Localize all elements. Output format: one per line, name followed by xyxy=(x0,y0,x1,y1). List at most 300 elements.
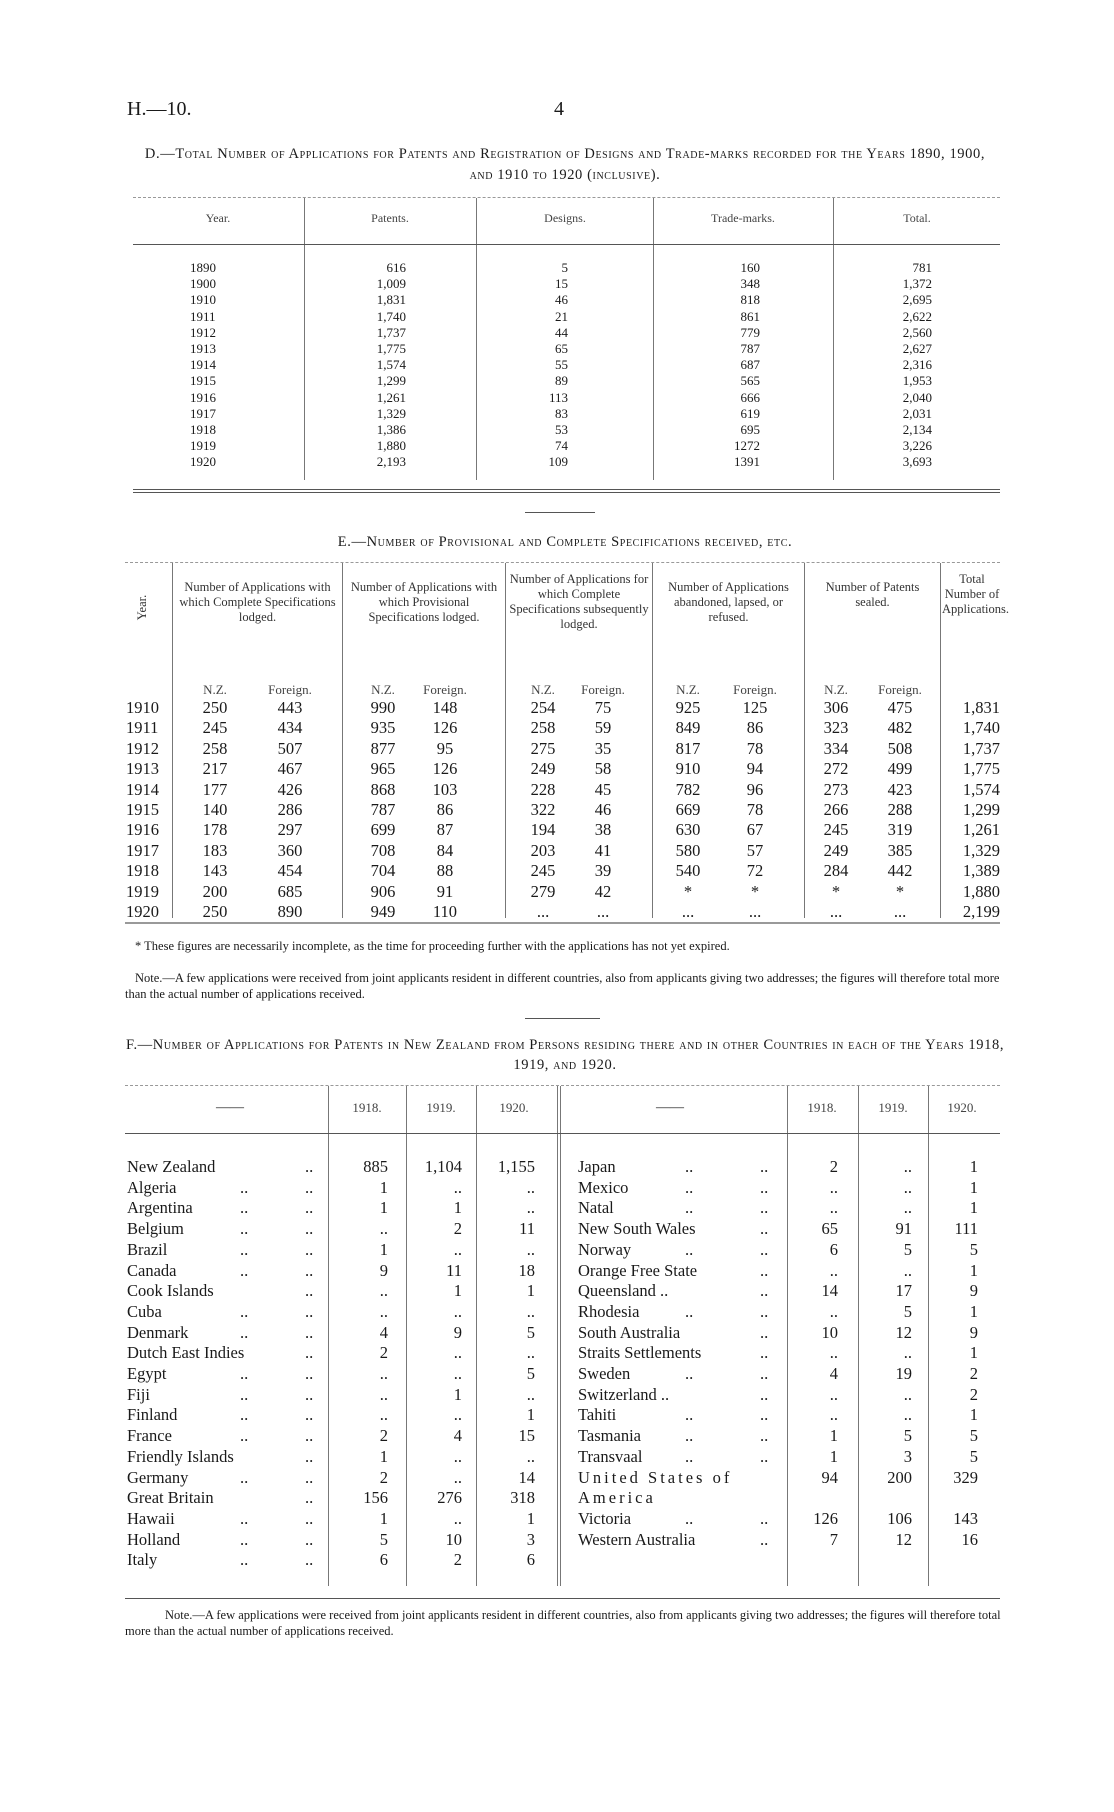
table-cell: 423 xyxy=(887,779,913,799)
row-year: 1910 xyxy=(126,698,159,717)
table-cell: 203 xyxy=(530,840,556,860)
table-cell: 72 xyxy=(746,861,764,881)
country-name: Argentina xyxy=(127,1198,193,1218)
leader-dots: .. xyxy=(760,1219,769,1239)
table-cell: 1,009 xyxy=(376,276,406,292)
table-cell: 272 xyxy=(823,759,849,779)
table-cell: 482 xyxy=(887,718,913,738)
table-cell: 10 xyxy=(821,1322,838,1342)
row-year: 1917 xyxy=(126,840,159,860)
table-cell: 360 xyxy=(277,840,303,860)
table-f-title: F.—Number of Applications for Patents in New Zealand from Persons residing there and in other Countries in each of the Years 1918, 1919, and 1920. xyxy=(125,1037,1005,1073)
table-cell: 67 xyxy=(746,820,764,840)
leader-dots: .. xyxy=(685,1426,694,1446)
table-cell: 1 xyxy=(969,1177,978,1197)
table-cell: 454 xyxy=(277,861,303,881)
table-cell: 217 xyxy=(202,759,228,779)
column-header: Total. xyxy=(903,211,931,225)
leader-dots: .. xyxy=(305,1467,314,1487)
table-cell: 258 xyxy=(530,718,556,738)
sub-header: N.Z. xyxy=(531,682,555,697)
row-year: 1913 xyxy=(126,759,159,779)
table-cell: 91 xyxy=(436,881,454,901)
table-cell: 35 xyxy=(594,738,612,758)
year-header: 1920. xyxy=(947,1100,977,1115)
sub-header: Foreign. xyxy=(423,682,467,697)
table-cell: 279 xyxy=(530,881,556,901)
leader-dots: .. xyxy=(760,1446,769,1466)
row-year: 1912 xyxy=(190,324,216,340)
table-cell: 103 xyxy=(432,779,458,799)
table-cell: 125 xyxy=(742,698,768,717)
table-cell: 475 xyxy=(887,698,913,717)
group-header: Number of Applications with which Provisional Specifications lodged. xyxy=(350,580,498,624)
table-cell: 19 xyxy=(895,1364,912,1383)
table-cell: 78 xyxy=(746,738,764,758)
leader-dots: .. xyxy=(305,1508,314,1528)
table-cell: 965 xyxy=(370,759,396,779)
table-cell: 156 xyxy=(363,1488,388,1508)
row-total: 1,775 xyxy=(962,759,1000,779)
country-name: New Zealand xyxy=(127,1157,216,1176)
table-cell: 143 xyxy=(953,1508,978,1528)
table-cell: 1,953 xyxy=(902,373,932,389)
table-cell: .. xyxy=(903,1384,912,1404)
row-year: 1919 xyxy=(126,881,159,901)
leader-dots: .. xyxy=(305,1301,314,1321)
table-cell: 111 xyxy=(954,1219,978,1239)
table-cell: 5 xyxy=(903,1426,912,1446)
table-cell: 1,737 xyxy=(376,324,406,340)
country-name: Cook Islands xyxy=(127,1281,214,1301)
table-cell: .. xyxy=(903,1198,912,1218)
country-name: Tahiti xyxy=(578,1405,617,1425)
table-cell: 6 xyxy=(526,1550,535,1570)
table-cell: 1,775 xyxy=(376,341,406,356)
table-cell: .. xyxy=(453,1508,462,1528)
table-cell: 890 xyxy=(277,902,303,921)
table-cell: 708 xyxy=(370,840,396,860)
table-f-note: Note.—A few applications were received from joint applicants resident in different countries, also from applicants giving two addresses; the figures will therefore total more than the actual number of applications received. xyxy=(125,1608,1001,1638)
table-cell: 1 xyxy=(453,1384,462,1404)
table-cell: 194 xyxy=(530,820,556,840)
table-cell: 925 xyxy=(675,698,701,717)
leader-dots: .. xyxy=(760,1198,769,1218)
sub-header: N.Z. xyxy=(824,682,848,697)
table-cell: 113 xyxy=(548,389,568,405)
row-total: 2,199 xyxy=(962,902,1000,921)
table-cell: 2 xyxy=(453,1219,462,1239)
year-header: Year. xyxy=(135,594,150,621)
table-d-bottom-rule-2 xyxy=(133,492,1000,493)
country-header-left: —— xyxy=(216,1100,244,1115)
table-cell: 75 xyxy=(594,698,612,717)
table-cell: 5 xyxy=(969,1446,978,1466)
total-header: Total Number of Applications. xyxy=(942,572,1010,616)
year-header: 1918. xyxy=(352,1100,382,1115)
leader-dots: .. xyxy=(240,1322,249,1342)
table-cell: 443 xyxy=(277,698,303,717)
table-cell: 434 xyxy=(277,718,303,738)
table-d-header-rule xyxy=(133,244,1000,245)
table-cell: 178 xyxy=(202,820,228,840)
table-cell: 507 xyxy=(277,738,303,758)
leader-dots: .. xyxy=(305,1343,314,1363)
row-year: 1900 xyxy=(190,276,216,292)
leader-dots: .. xyxy=(685,1446,694,1466)
table-cell: 630 xyxy=(675,820,701,840)
table-cell: 12 xyxy=(895,1322,912,1342)
country-name: Victoria xyxy=(578,1508,632,1528)
leader-dots: .. xyxy=(760,1343,769,1363)
country-name: Sweden xyxy=(578,1364,631,1383)
table-cell: 2 xyxy=(379,1467,388,1487)
table-cell: 46 xyxy=(594,800,612,819)
table-cell: 41 xyxy=(594,840,612,860)
table-cell: 2,031 xyxy=(902,405,932,421)
table-cell: .. xyxy=(453,1446,462,1466)
row-year: 1916 xyxy=(190,389,216,405)
leader-dots: .. xyxy=(240,1426,249,1446)
table-cell: 2,622 xyxy=(902,308,932,324)
leader-dots: .. xyxy=(240,1508,249,1528)
table-cell: 126 xyxy=(432,759,458,779)
leader-dots: .. xyxy=(760,1384,769,1404)
table-cell: .. xyxy=(526,1343,535,1363)
table-cell: 266 xyxy=(823,800,849,819)
table-cell: 126 xyxy=(813,1508,838,1528)
table-cell: 499 xyxy=(887,759,913,779)
table-cell: 297 xyxy=(277,820,303,840)
row-year: 1915 xyxy=(190,373,216,389)
table-cell: 7 xyxy=(829,1529,838,1549)
table-cell: 6 xyxy=(379,1550,388,1570)
table-cell: 4 xyxy=(379,1322,388,1342)
table-cell: * xyxy=(895,881,905,901)
table-cell: 249 xyxy=(823,840,849,860)
table-cell: .. xyxy=(379,1301,388,1321)
table-cell: .. xyxy=(526,1384,535,1404)
country-name: New South Wales xyxy=(578,1219,696,1239)
leader-dots: .. xyxy=(685,1364,694,1383)
leader-dots: .. xyxy=(305,1446,314,1466)
table-cell: 42 xyxy=(594,881,612,901)
column-separator xyxy=(304,198,305,480)
table-cell: 2 xyxy=(379,1343,388,1363)
country-name: Straits Settlements xyxy=(578,1343,702,1363)
leader-dots: .. xyxy=(305,1426,314,1446)
table-cell: 18 xyxy=(518,1260,535,1280)
row-year: 1913 xyxy=(190,341,216,356)
table-cell: .. xyxy=(526,1301,535,1321)
table-cell: 284 xyxy=(823,861,849,881)
country-name: Holland xyxy=(127,1529,181,1549)
table-cell: 2,627 xyxy=(902,341,932,356)
table-cell: 96 xyxy=(746,779,764,799)
table-cell: 2 xyxy=(969,1364,978,1383)
table-cell: 177 xyxy=(202,779,228,799)
country-name: Switzerland .. xyxy=(578,1384,670,1404)
table-cell: .. xyxy=(453,1177,462,1197)
table-cell: 666 xyxy=(740,389,760,405)
table-cell: .. xyxy=(829,1384,838,1404)
table-cell: .. xyxy=(526,1198,535,1218)
table-cell: 5 xyxy=(379,1529,388,1549)
table-cell: 817 xyxy=(675,738,701,758)
table-cell: 143 xyxy=(202,861,228,881)
table-cell: 1 xyxy=(969,1157,978,1176)
table-cell: 1 xyxy=(829,1426,838,1446)
country-name: Queensland .. xyxy=(578,1281,669,1301)
table-d-title: D.—Total Number of Applications for Patents and Registration of Designs and Trade-marks recorded for the Years 1890, 1900, and 1910 to 1920 (inclusive). xyxy=(144,146,986,183)
table-cell: 9 xyxy=(379,1260,388,1280)
column-header: Trade-marks. xyxy=(711,211,775,225)
table-cell: 2,695 xyxy=(902,292,932,308)
group-header: Number of Applications for which Complete Specifications subsequently lodged. xyxy=(509,572,649,631)
table-cell: 385 xyxy=(887,840,913,860)
table-cell: 86 xyxy=(746,718,764,738)
country-name: Germany xyxy=(127,1467,189,1487)
table-cell: 1 xyxy=(969,1260,978,1280)
leader-dots: .. xyxy=(760,1508,769,1528)
leader-dots: .. xyxy=(305,1157,314,1176)
leader-dots: .. xyxy=(685,1157,694,1176)
table-cell: 5 xyxy=(526,1364,535,1383)
column-separator xyxy=(172,563,173,918)
table-cell: 322 xyxy=(530,800,556,819)
leader-dots: .. xyxy=(760,1177,769,1197)
table-f-header-rule xyxy=(125,1133,1000,1134)
table-cell: 2 xyxy=(453,1550,462,1570)
table-cell: .. xyxy=(379,1405,388,1425)
table-cell: 319 xyxy=(887,820,913,840)
table-cell: .. xyxy=(453,1239,462,1259)
table-cell: 9 xyxy=(969,1322,978,1342)
table-cell: 258 xyxy=(202,738,228,758)
country-name: Canada xyxy=(127,1260,177,1280)
row-year: 1890 xyxy=(190,260,216,275)
table-cell: 46 xyxy=(555,292,568,308)
table-cell: 2,316 xyxy=(902,357,932,373)
report-code: H.—10. xyxy=(127,98,192,120)
table-cell: 348 xyxy=(740,276,760,292)
leader-dots: .. xyxy=(305,1488,314,1508)
row-year: 1915 xyxy=(126,800,159,819)
group-header: Number of Patents sealed. xyxy=(825,580,920,609)
row-year: 1920 xyxy=(190,454,216,470)
table-cell: .. xyxy=(453,1467,462,1487)
country-name: Dutch East Indies xyxy=(127,1343,245,1363)
table-cell: 245 xyxy=(202,718,228,738)
table-cell: 87 xyxy=(436,820,454,840)
table-cell: 9 xyxy=(453,1322,462,1342)
table-cell: 1391 xyxy=(734,454,760,470)
table-cell: 250 xyxy=(202,902,228,921)
country-name: Italy xyxy=(127,1550,158,1570)
country-name: Orange Free State xyxy=(578,1260,698,1280)
table-cell: 329 xyxy=(953,1467,978,1487)
country-name: Brazil xyxy=(127,1239,168,1259)
leader-dots: .. xyxy=(240,1260,249,1280)
year-header: 1919. xyxy=(426,1100,456,1115)
table-cell: 6 xyxy=(829,1239,838,1259)
leader-dots: .. xyxy=(240,1405,249,1425)
table-cell: 16 xyxy=(961,1529,978,1549)
table-e-title: E.—Number of Provisional and Complete Specifications received, etc. xyxy=(337,534,793,550)
table-cell: 849 xyxy=(675,718,701,738)
table-cell: 949 xyxy=(370,902,396,921)
table-cell: 2,134 xyxy=(902,422,932,437)
table-cell: 442 xyxy=(887,861,913,881)
table-cell: 91 xyxy=(895,1219,912,1239)
leader-dots: .. xyxy=(760,1301,769,1321)
sub-header: Foreign. xyxy=(878,682,922,697)
table-cell: 1272 xyxy=(734,438,760,454)
table-cell: ... xyxy=(893,902,907,921)
table-cell: 2 xyxy=(969,1384,978,1404)
column-header: Designs. xyxy=(544,211,586,225)
country-name: France xyxy=(127,1426,172,1446)
table-cell: 1 xyxy=(526,1281,535,1301)
table-cell: 5 xyxy=(969,1426,978,1446)
table-cell: 426 xyxy=(277,779,303,799)
table-cell: 685 xyxy=(277,881,303,901)
table-cell: 228 xyxy=(530,779,556,799)
row-total: 1,574 xyxy=(962,779,1000,799)
row-total: 1,299 xyxy=(962,800,1000,819)
table-cell: 1 xyxy=(379,1177,388,1197)
table-cell: 17 xyxy=(895,1281,912,1301)
table-cell: .. xyxy=(453,1405,462,1425)
table-cell: 2,040 xyxy=(902,389,932,405)
table-cell: 94 xyxy=(821,1467,838,1487)
row-year: 1916 xyxy=(126,820,159,840)
table-cell: 4 xyxy=(453,1426,462,1446)
table-cell: 1,104 xyxy=(424,1157,462,1176)
table-cell: .. xyxy=(903,1177,912,1197)
leader-dots: .. xyxy=(240,1301,249,1321)
table-cell: 1 xyxy=(379,1198,388,1218)
table-e-bottom-rule xyxy=(125,922,1000,924)
row-year: 1912 xyxy=(126,738,159,758)
table-cell: 4 xyxy=(829,1364,838,1383)
country-name: Fiji xyxy=(127,1384,150,1404)
year-header: 1919. xyxy=(878,1100,908,1115)
leader-dots: .. xyxy=(305,1198,314,1218)
country-name: Great Britain xyxy=(127,1488,214,1508)
leader-dots: .. xyxy=(305,1364,314,1383)
table-cell: .. xyxy=(903,1405,912,1425)
table-cell: 5 xyxy=(969,1239,978,1259)
table-cell: 781 xyxy=(912,260,932,275)
table-cell: 59 xyxy=(594,718,612,738)
table-cell: ... xyxy=(748,902,762,921)
leader-dots: .. xyxy=(305,1405,314,1425)
sub-header: Foreign. xyxy=(581,682,625,697)
column-separator xyxy=(505,563,506,918)
country-name: Natal xyxy=(578,1198,614,1218)
table-cell: 11 xyxy=(519,1219,535,1239)
table-cell: 3 xyxy=(526,1529,535,1549)
leader-dots: .. xyxy=(305,1281,314,1301)
leader-dots: .. xyxy=(760,1529,769,1549)
table-cell: 86 xyxy=(436,800,454,819)
table-cell: 782 xyxy=(675,779,701,799)
table-cell: 699 xyxy=(370,820,396,840)
country-header-right: —— xyxy=(656,1100,684,1115)
table-cell: 1 xyxy=(969,1301,978,1321)
table-cell: 83 xyxy=(555,405,568,421)
table-cell: 1,880 xyxy=(376,438,406,454)
table-cell: 39 xyxy=(594,861,612,881)
section-divider-2 xyxy=(525,1018,600,1019)
table-cell: 779 xyxy=(740,324,760,340)
table-cell: 540 xyxy=(675,861,701,881)
table-cell: 5 xyxy=(903,1239,912,1259)
table-cell: 306 xyxy=(823,698,849,717)
table-cell: .. xyxy=(453,1301,462,1321)
leader-dots: .. xyxy=(685,1239,694,1259)
table-cell: 94 xyxy=(746,759,764,779)
table-cell: 15 xyxy=(518,1426,535,1446)
leader-dots: .. xyxy=(305,1529,314,1549)
table-cell: 1,831 xyxy=(376,292,406,308)
table-cell: 787 xyxy=(740,341,760,356)
table-cell: 1 xyxy=(526,1508,535,1528)
table-cell: 334 xyxy=(823,738,849,758)
table-cell: 1 xyxy=(379,1239,388,1259)
leader-dots: .. xyxy=(240,1177,249,1197)
table-cell: 88 xyxy=(436,861,454,881)
leader-dots: .. xyxy=(760,1157,769,1176)
table-cell: 14 xyxy=(821,1281,838,1301)
leader-dots: .. xyxy=(240,1529,249,1549)
table-cell: 249 xyxy=(530,759,556,779)
leader-dots: .. xyxy=(760,1260,769,1280)
table-cell: 885 xyxy=(363,1157,388,1176)
table-cell: 565 xyxy=(740,373,760,389)
country-name: Finland xyxy=(127,1405,178,1425)
row-total: 1,261 xyxy=(962,820,1000,840)
table-cell: 15 xyxy=(555,276,568,292)
table-cell: .. xyxy=(829,1198,838,1218)
table-cell: 55 xyxy=(555,357,568,373)
row-year: 1920 xyxy=(126,902,159,921)
leader-dots: .. xyxy=(760,1322,769,1342)
table-cell: 318 xyxy=(510,1488,535,1508)
table-cell: 5 xyxy=(903,1301,912,1321)
table-cell: 74 xyxy=(555,438,568,454)
table-cell: 5 xyxy=(561,260,568,275)
leader-dots: .. xyxy=(305,1219,314,1239)
table-cell: ... xyxy=(829,902,843,921)
row-year: 1918 xyxy=(126,861,159,881)
country-name: Hawaii xyxy=(127,1508,175,1528)
leader-dots: .. xyxy=(240,1550,249,1570)
table-cell: 1,261 xyxy=(376,389,406,405)
table-cell: 275 xyxy=(530,738,556,758)
table-cell: 84 xyxy=(436,840,454,860)
country-name: United States of America xyxy=(578,1467,733,1507)
column-header: Year. xyxy=(205,211,231,225)
table-cell: 861 xyxy=(740,308,760,324)
table-cell: 1 xyxy=(969,1198,978,1218)
table-cell: .. xyxy=(829,1343,838,1363)
table-cell: 818 xyxy=(740,292,760,308)
table-cell: .. xyxy=(829,1405,838,1425)
column-separator xyxy=(476,198,477,480)
leader-dots: .. xyxy=(305,1384,314,1404)
